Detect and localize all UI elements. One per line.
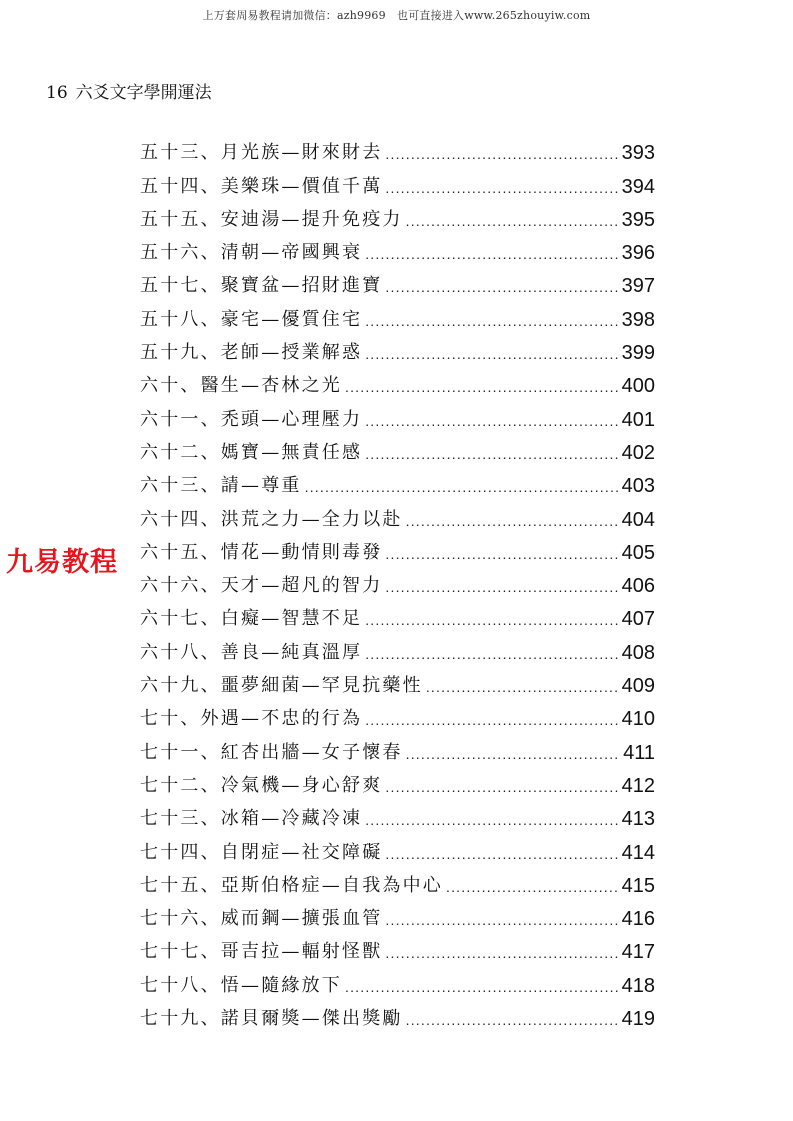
- toc-entry[interactable]: [140, 999, 655, 1032]
- book-title: 六爻文字學開運法: [75, 83, 212, 103]
- toc-dot-leader: [305, 480, 619, 499]
- toc-entry[interactable]: [140, 233, 655, 266]
- toc-entry-title: 五十九、老師—授業解惑: [140, 342, 363, 364]
- toc-entry[interactable]: [140, 333, 655, 366]
- toc-entry-title: 七十五、亞斯伯格症—自我為中心: [140, 874, 443, 896]
- toc-entry[interactable]: [140, 133, 655, 166]
- toc-entry[interactable]: [140, 799, 655, 832]
- page-number: 16: [46, 83, 68, 103]
- toc-entry-page: 406: [621, 575, 655, 598]
- toc-dot-leader: [365, 813, 618, 832]
- toc-dot-leader: [365, 414, 618, 433]
- toc-entry[interactable]: [140, 299, 655, 332]
- toc-dot-leader: [385, 147, 618, 166]
- toc-entry-page: 399: [621, 342, 655, 365]
- toc-dot-leader: [446, 880, 619, 899]
- toc-entry[interactable]: [140, 433, 655, 466]
- toc-dot-leader: [365, 713, 618, 732]
- toc-entry-page: 414: [621, 841, 655, 864]
- toc-dot-leader: [406, 214, 619, 233]
- toc-entry-title: 五十四、美樂珠—價值千萬: [140, 175, 383, 197]
- toc-entry-page: 393: [621, 142, 655, 165]
- toc-entry[interactable]: [140, 566, 655, 599]
- toc-entry[interactable]: [140, 399, 655, 432]
- toc-dot-leader: [345, 980, 619, 999]
- toc-entry[interactable]: [140, 965, 655, 998]
- toc-entry[interactable]: [140, 499, 655, 532]
- toc-entry[interactable]: [140, 832, 655, 865]
- top-banner: 上万套周易教程请加微信：azh9969 也可直接进入www.265zhouyiw.com: [202, 9, 591, 22]
- toc-entry-page: 394: [621, 175, 655, 198]
- toc-entry-title: 六十四、洪荒之力—全力以赴: [140, 508, 403, 530]
- toc-entry-title: 六十三、請—尊重: [140, 475, 302, 497]
- toc-entry-title: 六十七、白癡—智慧不足: [140, 608, 363, 630]
- toc-entry-page: 408: [621, 641, 655, 664]
- toc-entry-title: 五十五、安迪湯—提升免疫力: [140, 208, 403, 230]
- toc-dot-leader: [385, 280, 618, 299]
- toc-entry-title: 六十一、禿頭—心理壓力: [140, 408, 363, 430]
- toc-dot-leader: [385, 547, 618, 566]
- toc-entry[interactable]: [140, 166, 655, 199]
- toc-entry-title: 七十七、哥吉拉—輻射怪獸: [140, 941, 383, 963]
- toc-entry-page: 413: [621, 808, 655, 831]
- toc-entry[interactable]: [140, 732, 655, 765]
- toc-entry[interactable]: [140, 899, 655, 932]
- toc-dot-leader: [365, 314, 618, 333]
- toc-dot-leader: [406, 514, 619, 533]
- toc-dot-leader: [406, 747, 621, 766]
- toc-entry-page: 403: [621, 475, 655, 498]
- toc-entry-page: 412: [621, 774, 655, 797]
- toc-entry[interactable]: [140, 932, 655, 965]
- toc-entry-title: 六十六、天才—超凡的智力: [140, 575, 383, 597]
- toc-entry-title: 六十二、媽寶—無責任感: [140, 441, 363, 463]
- toc-entry-title: 五十八、豪宅—優質住宅: [140, 308, 363, 330]
- toc-entry-title: 七十二、冷氣機—身心舒爽: [140, 774, 383, 796]
- toc-entry-page: 401: [621, 408, 655, 431]
- toc-entry-page: 410: [621, 708, 655, 731]
- toc-entry-title: 六十五、情花—動情則毒發: [140, 541, 383, 563]
- toc-entry[interactable]: [140, 866, 655, 899]
- toc-entry-title: 七十八、悟—隨緣放下: [140, 974, 342, 996]
- toc-dot-leader: [365, 613, 618, 632]
- toc-entry-title: 七十、外遇—不忠的行為: [140, 708, 363, 730]
- toc-entry-page: 409: [621, 675, 655, 698]
- toc-entry-title: 五十七、聚寶盆—招財進寶: [140, 275, 383, 297]
- toc-entry-page: 418: [621, 974, 655, 997]
- toc-entry[interactable]: [140, 599, 655, 632]
- toc-entry[interactable]: [140, 366, 655, 399]
- toc-entry-title: 六十、醫生—杏林之光: [140, 375, 342, 397]
- toc-entry-page: 404: [621, 508, 655, 531]
- toc-entry-page: 398: [621, 308, 655, 331]
- toc-dot-leader: [365, 247, 618, 266]
- toc-dot-leader: [426, 680, 619, 699]
- toc-entry-page: 405: [621, 541, 655, 564]
- toc-entry-title: 七十一、紅杏出牆—女子懷春: [140, 741, 403, 763]
- toc-entry-page: 395: [621, 208, 655, 231]
- toc-dot-leader: [406, 1013, 619, 1032]
- toc-dot-leader: [385, 946, 618, 965]
- toc-entry-page: 397: [621, 275, 655, 298]
- toc-dot-leader: [385, 580, 618, 599]
- toc-dot-leader: [385, 913, 618, 932]
- toc-dot-leader: [385, 780, 618, 799]
- toc-dot-leader: [345, 380, 619, 399]
- toc-entry[interactable]: [140, 699, 655, 732]
- toc-entry[interactable]: [140, 533, 655, 566]
- toc-entry[interactable]: [140, 632, 655, 665]
- toc-entry-title: 五十六、清朝—帝國興衰: [140, 242, 363, 264]
- toc-entry-page: 402: [621, 441, 655, 464]
- toc-dot-leader: [365, 647, 618, 666]
- toc-entry-title: 七十六、威而鋼—擴張血管: [140, 908, 383, 930]
- toc-entry-page: 396: [621, 242, 655, 265]
- toc-dot-leader: [385, 847, 618, 866]
- toc-entry-page: 419: [621, 1008, 655, 1031]
- toc-entry-title: 七十九、諾貝爾獎—傑出獎勵: [140, 1008, 403, 1030]
- watermark-logo: 九易教程: [6, 547, 118, 578]
- toc-entry-page: 415: [621, 874, 655, 897]
- toc-entry[interactable]: [140, 200, 655, 233]
- toc-entry-page: 411: [623, 741, 655, 764]
- toc-entry-title: 六十九、噩夢細菌—罕見抗藥性: [140, 675, 423, 697]
- toc-entry-page: 416: [621, 908, 655, 931]
- toc-entry-title: 六十八、善良—純真溫厚: [140, 641, 363, 663]
- toc-dot-leader: [365, 447, 618, 466]
- toc-dot-leader: [365, 347, 618, 366]
- toc-entry[interactable]: [140, 266, 655, 299]
- toc-entry[interactable]: [140, 666, 655, 699]
- toc-entry-page: 417: [621, 941, 655, 964]
- toc-entry-page: 407: [621, 608, 655, 631]
- table-of-contents: [140, 133, 655, 1032]
- toc-entry-title: 七十四、自閉症—社交障礙: [140, 841, 383, 863]
- toc-entry-title: 七十三、冰箱—冷藏冷凍: [140, 808, 363, 830]
- toc-dot-leader: [385, 181, 618, 200]
- toc-entry[interactable]: [140, 766, 655, 799]
- toc-entry-page: 400: [621, 375, 655, 398]
- toc-entry[interactable]: [140, 466, 655, 499]
- toc-entry-title: 五十三、月光族—財來財去: [140, 142, 383, 164]
- page-header: [46, 78, 212, 103]
